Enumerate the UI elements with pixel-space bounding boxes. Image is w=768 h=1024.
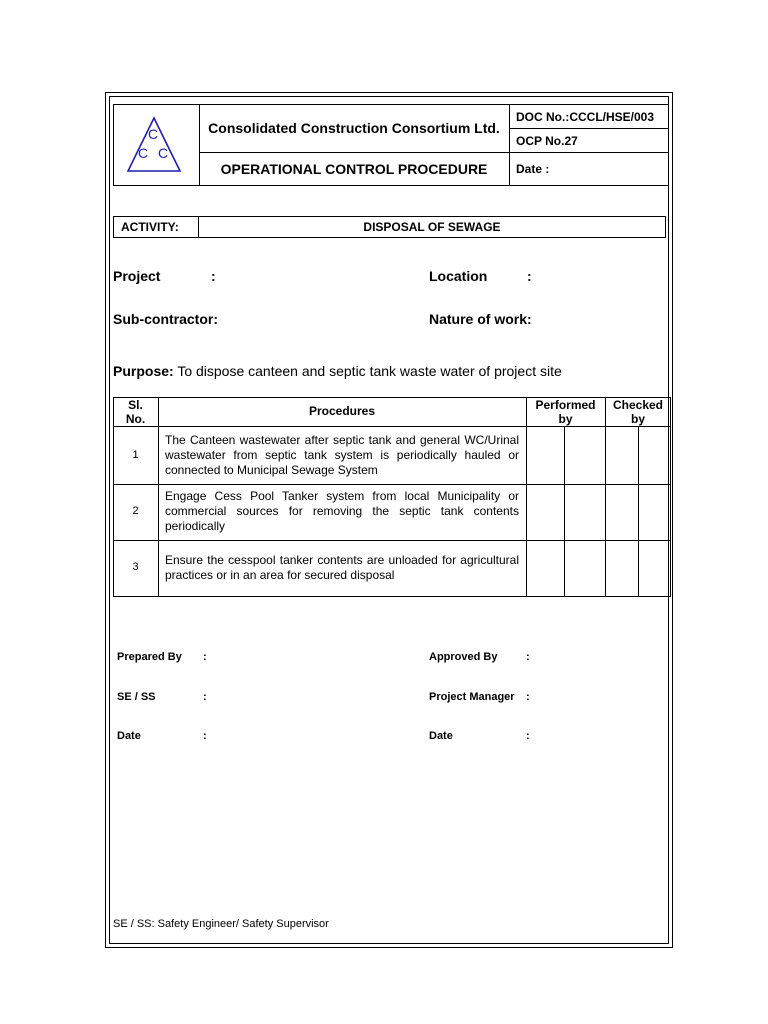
col-header-checked-line2: by xyxy=(630,412,645,426)
col-header-performed-by xyxy=(526,398,605,426)
purpose-label: Purpose: xyxy=(113,363,174,379)
col-header-procedures: Procedures xyxy=(308,404,376,418)
row-3-procedure: Ensure the cesspool tanker contents are unloaded for agricultural practices or in an area for secured disposal xyxy=(165,553,519,582)
date-left-colon: : xyxy=(203,730,207,742)
project-colon: : xyxy=(211,268,216,284)
purpose-text: To dispose canteen and septic tank waste water of project site xyxy=(177,363,562,379)
date-right-colon: : xyxy=(526,730,530,742)
procedures-table xyxy=(113,397,671,597)
col-header-sl-no xyxy=(113,398,158,426)
prepared-by-colon: : xyxy=(203,651,207,663)
row-2-number: 2 xyxy=(132,505,139,517)
activity-value: DISPOSAL OF SEWAGE xyxy=(363,220,501,234)
se-ss-label: SE / SS xyxy=(117,691,156,703)
project-manager-label: Project Manager xyxy=(429,691,515,703)
procedure-title: OPERATIONAL CONTROL PROCEDURE xyxy=(220,161,488,177)
location-colon: : xyxy=(527,268,532,284)
activity-row xyxy=(113,216,666,238)
header-date-label: Date : xyxy=(516,162,550,176)
row-1-number: 1 xyxy=(132,449,139,461)
se-ss-colon: : xyxy=(203,691,207,703)
doc-number: DOC No.:CCCL/HSE/003 xyxy=(516,110,655,124)
logo-letter-right: C xyxy=(158,145,169,161)
col-header-performed-line2: by xyxy=(558,412,573,426)
prepared-by-label: Prepared By xyxy=(117,651,182,663)
date-left-label: Date xyxy=(117,730,141,742)
col-header-sl-line1: Sl. xyxy=(128,398,143,412)
header-block xyxy=(113,104,669,186)
col-header-sl-line2: No. xyxy=(125,412,146,426)
logo-letter-left: C xyxy=(138,145,149,161)
col-header-performed-line1: Performed xyxy=(535,398,596,412)
approved-by-colon: : xyxy=(526,651,530,663)
row-2-procedure: Engage Cess Pool Tanker system from local Municipality or commercial sources for removing the septic tank contents periodically xyxy=(165,489,519,533)
row-1-procedure: The Canteen wastewater after septic tank and general WC/Urinal wastewater from septic tank system is periodically hauled or connected to Municipal Sewage System xyxy=(165,433,519,477)
purpose-line xyxy=(113,363,562,379)
activity-label: ACTIVITY: xyxy=(121,220,179,234)
col-header-checked-line1: Checked xyxy=(612,398,664,412)
footnote: SE / SS: Safety Engineer/ Safety Supervisor xyxy=(113,918,329,930)
ocp-number: OCP No.27 xyxy=(516,134,578,148)
company-name: Consolidated Construction Consortium Ltd. xyxy=(208,120,500,136)
logo-letter-top: C xyxy=(148,126,159,142)
subcontractor-label: Sub-contractor: xyxy=(113,311,218,327)
date-right-label: Date xyxy=(429,730,453,742)
company-logo xyxy=(123,114,185,174)
project-manager-colon: : xyxy=(526,691,530,703)
row-3-number: 3 xyxy=(132,561,139,573)
col-header-checked-by xyxy=(605,398,671,426)
location-label: Location xyxy=(429,268,488,284)
project-label: Project xyxy=(113,268,161,284)
approved-by-label: Approved By xyxy=(429,651,498,663)
nature-of-work-label: Nature of work: xyxy=(429,311,532,327)
